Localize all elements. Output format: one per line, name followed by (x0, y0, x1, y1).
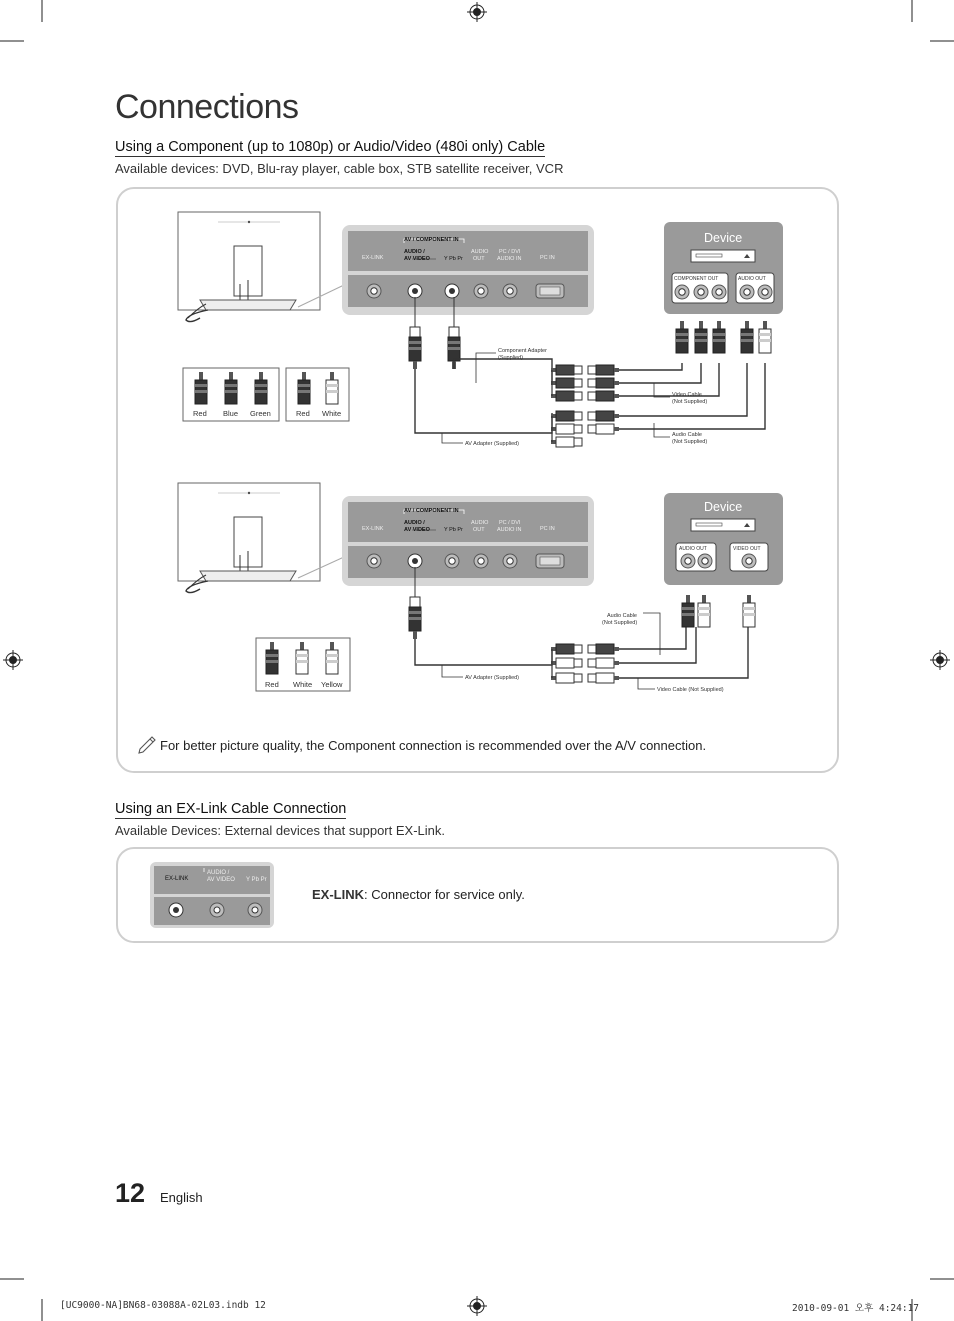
component-section-heading: Using a Component (up to 1080p) or Audio/Video (480i only) Cable (115, 139, 546, 155)
panel2-av-video-label: AV VIDEO (404, 527, 430, 533)
legend-red-3: Red (265, 680, 279, 689)
legend-av-plugs (256, 638, 350, 691)
panel-audio-label: AUDIO / (404, 249, 425, 255)
page-title: Connections (115, 88, 299, 126)
exlink-description (312, 887, 525, 902)
device-label-1: Device (704, 231, 743, 245)
tv-icon (178, 212, 320, 322)
component-available-devices: Available devices: DVD, Blu-ray player, cable box, STB satellite receiver, VCR (115, 161, 564, 176)
exlink-section-heading: Using an EX-Link Cable Connection (115, 801, 347, 817)
page-number: 12 (115, 1178, 146, 1208)
panel2-ypbpr-label: Y Pb Pr (444, 527, 463, 533)
panel2-pc-dvi-label-2: AUDIO IN (497, 527, 522, 533)
device-label-2: Device (704, 500, 743, 514)
legend-audio-plugs (286, 368, 349, 421)
device-box-2 (664, 493, 783, 585)
video-cable-not-supplied-label: Video Cable (Not Supplied) (657, 687, 724, 693)
exlink-panel-ex-link: EX-LINK (165, 876, 189, 882)
device-box-1 (664, 222, 783, 314)
legend-white-1: White (322, 409, 342, 418)
component-note: For better picture quality, the Component connection is recommended over the A/V connection. (160, 738, 707, 753)
panel2-audio-out-label-1: AUDIO (471, 520, 489, 526)
registration-mark-icon (930, 650, 950, 670)
note-pencil-icon (139, 737, 155, 753)
registration-mark-icon (467, 2, 487, 22)
audio-cable-label-1: Audio Cable (672, 432, 702, 438)
exlink-panel-audio: AUDIO / (207, 870, 230, 876)
exlink-desc-text: : Connector for service only. (364, 887, 525, 902)
legend-white-2: White (293, 680, 313, 689)
dvd-player-icon (691, 519, 755, 531)
registration-mark-icon (3, 650, 23, 670)
video-cable-not-supplied-1: (Not Supplied) (672, 399, 708, 405)
print-file-info: [UC9000-NA]BN68-03088A-02L03.indb 12 (60, 1300, 266, 1311)
device-audio-out-label-2: AUDIO OUT (679, 546, 707, 552)
panel-pc-dvi-label-1: PC / DVI (499, 249, 521, 255)
panel-ex-link-label: EX-LINK (362, 255, 384, 261)
legend-green: Green (250, 409, 271, 418)
device-plugs (676, 321, 771, 353)
panel-av-video-label: AV VIDEO (404, 256, 430, 262)
connection-diagram (116, 187, 837, 771)
panel-pc-dvi-label-2: AUDIO IN (497, 256, 522, 262)
tv-back-panel (342, 225, 594, 315)
legend-red-2: Red (296, 409, 310, 418)
audio-cable-label-2: Audio Cable (607, 613, 637, 619)
exlink-panel-ypbpr: Y Pb Pr (246, 877, 267, 883)
video-cable-label-1: Video Cable (672, 392, 702, 398)
av-adapter-plugs (551, 644, 619, 683)
cable-plugs-right (588, 365, 619, 434)
audio-cable-not-supplied-1: (Not Supplied) (672, 439, 708, 445)
print-date-info: 2010-09-01 오후 4:24:17 (792, 1303, 920, 1314)
component-adapter-supplied-label: (Supplied) (498, 355, 524, 361)
panel-pc-in-label: PC IN (540, 255, 555, 261)
registration-mark-icon (467, 1296, 487, 1316)
panel2-pc-dvi-label-1: PC / DVI (499, 520, 521, 526)
audio-cable-not-supplied-2: (Not Supplied) (602, 620, 638, 626)
panel2-audio-out-label-2: OUT (473, 527, 485, 533)
av-adapter-label-1: AV Adapter (Supplied) (465, 441, 520, 447)
tv-back-panel-2 (342, 496, 594, 586)
device-audio-out-label-1: AUDIO OUT (738, 276, 766, 282)
panel2-audio-label: AUDIO / (404, 520, 425, 526)
exlink-panel-av-video: AV VIDEO (207, 877, 235, 883)
av-adapter-label-2: AV Adapter (Supplied) (465, 675, 520, 681)
panel-audio-out-label-1: AUDIO (471, 249, 489, 255)
component-out-label: COMPONENT OUT (674, 276, 719, 282)
panel2-ex-link-label: EX-LINK (362, 526, 384, 532)
component-adapter-label: Component Adapter (498, 348, 547, 354)
legend-component-plugs (183, 368, 279, 421)
page-language: English (160, 1190, 203, 1205)
panel2-av-component-label: AV / COMPONENT IN (404, 508, 459, 514)
tv-icon (178, 483, 320, 593)
panel-av-component-label: AV / COMPONENT IN (404, 237, 459, 243)
legend-blue: Blue (223, 409, 239, 418)
dvd-player-icon (691, 250, 755, 262)
exlink-available-devices: Available Devices: External devices that support EX-Link. (115, 823, 445, 838)
device2-plugs (682, 595, 755, 627)
exlink-label: EX-LINK (312, 887, 364, 902)
legend-red-1: Red (193, 409, 207, 418)
panel-ypbpr-label: Y Pb Pr (444, 256, 463, 262)
exlink-panel (150, 862, 274, 928)
legend-yellow: Yellow (321, 680, 343, 689)
panel2-pc-in-label: PC IN (540, 526, 555, 532)
component-adapter-plugs (551, 365, 582, 447)
panel-audio-out-label-2: OUT (473, 256, 485, 262)
video-out-label: VIDEO OUT (733, 546, 761, 552)
